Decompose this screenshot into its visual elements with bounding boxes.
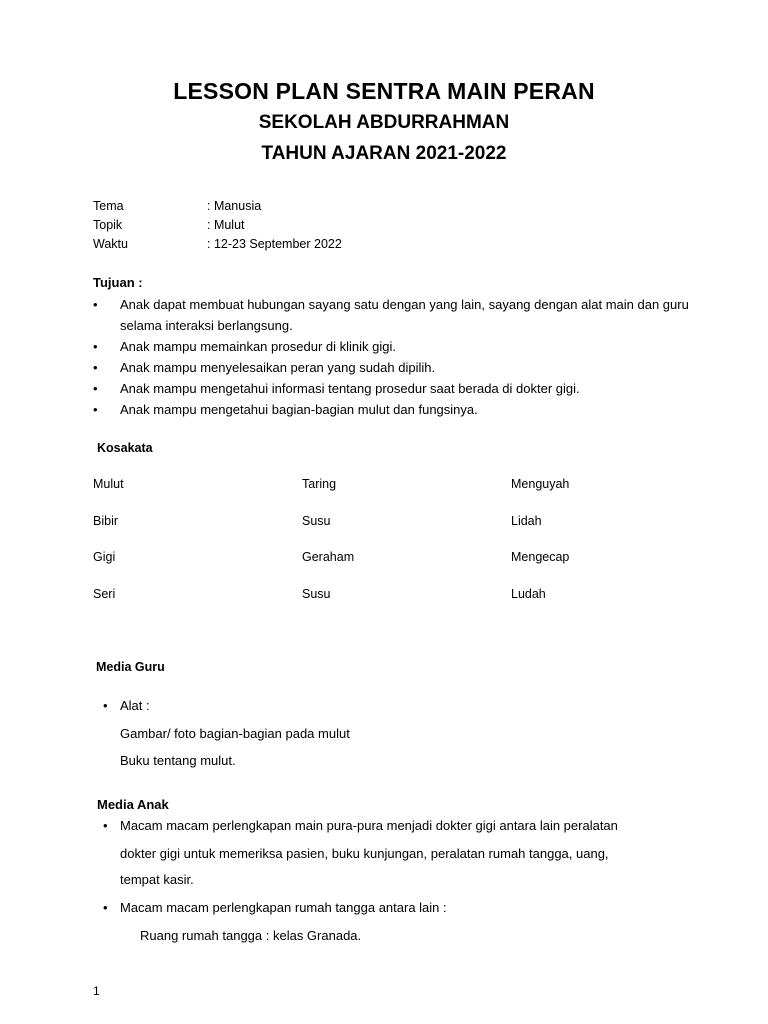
media-guru-item-label: Alat :: [120, 698, 150, 713]
list-item: [93, 357, 713, 378]
vocab-word: Gigi: [93, 550, 116, 564]
list-item: [93, 399, 713, 420]
media-guru-line: Gambar/ foto bagian-bagian pada mulut: [120, 726, 350, 741]
vocab-word: Taring: [302, 477, 337, 491]
meta-value: : Mulut: [207, 218, 245, 232]
vocab-word: Ludah: [511, 587, 546, 601]
bullet-icon: •: [103, 698, 108, 713]
media-anak-subline: Ruang rumah tangga : kelas Granada.: [140, 928, 362, 943]
meta-label: Tema: [93, 199, 124, 213]
media-anak-line: Macam macam perlengkapan main pura-pura menjadi dokter gigi antara lain peralatan: [120, 818, 618, 833]
media-guru-heading: Media Guru: [96, 660, 165, 674]
list-item-text: Anak mampu mengetahui bagian-bagian mulut dan fungsinya.: [120, 402, 478, 417]
media-anak-heading: Media Anak: [97, 797, 169, 812]
page-number: 1: [93, 984, 100, 998]
bullet-icon: •: [93, 381, 98, 396]
vocab-word: Mulut: [93, 477, 124, 491]
document-title: LESSON PLAN SENTRA MAIN PERAN: [173, 78, 595, 104]
meta-label: Waktu: [93, 237, 128, 251]
kosakata-heading: Kosakata: [97, 441, 153, 455]
list-item-text: Anak mampu memainkan prosedur di klinik gigi.: [120, 339, 397, 354]
meta-value: : 12-23 September 2022: [207, 237, 342, 251]
media-guru-line: Buku tentang mulut.: [120, 753, 236, 768]
list-item-text: Anak mampu mengetahui informasi tentang prosedur saat berada di dokter gigi.: [120, 381, 580, 396]
meta-value: : Manusia: [207, 199, 262, 213]
bullet-icon: •: [93, 402, 98, 417]
media-anak-line: tempat kasir.: [120, 872, 194, 887]
tujuan-heading: Tujuan :: [93, 275, 143, 290]
media-anak-line: Macam macam perlengkapan rumah tangga antara lain :: [120, 900, 447, 915]
bullet-icon: •: [93, 339, 98, 354]
vocab-word: Susu: [302, 514, 331, 528]
vocab-word: Susu: [302, 587, 331, 601]
vocab-word: Mengecap: [511, 550, 570, 564]
list-item-text: Anak mampu menyelesaikan peran yang sudah dipilih.: [120, 360, 436, 375]
bullet-icon: •: [93, 360, 98, 375]
vocab-word: Menguyah: [511, 477, 570, 491]
school-name: SEKOLAH ABDURRAHMAN: [258, 112, 510, 133]
tujuan-list: [93, 294, 713, 420]
list-item: [93, 294, 713, 336]
meta-label: Topik: [93, 218, 123, 232]
vocab-word: Seri: [93, 587, 116, 601]
media-anak-line: dokter gigi untuk memeriksa pasien, buku kunjungan, peralatan rumah tangga, uang,: [120, 846, 609, 861]
bullet-icon: •: [93, 297, 98, 312]
list-item-text: Anak dapat membuat hubungan sayang satu dengan yang lain, sayang dengan alat main dan guru selama interaksi berlangsung.: [120, 297, 689, 333]
list-item: [93, 378, 713, 399]
bullet-icon: •: [103, 900, 108, 915]
academic-year: TAHUN AJARAN 2021-2022: [261, 143, 507, 164]
vocab-word: Bibir: [93, 514, 119, 528]
vocab-word: Geraham: [302, 550, 355, 564]
bullet-icon: •: [103, 818, 108, 833]
vocab-word: Lidah: [511, 514, 542, 528]
list-item: [93, 336, 713, 357]
